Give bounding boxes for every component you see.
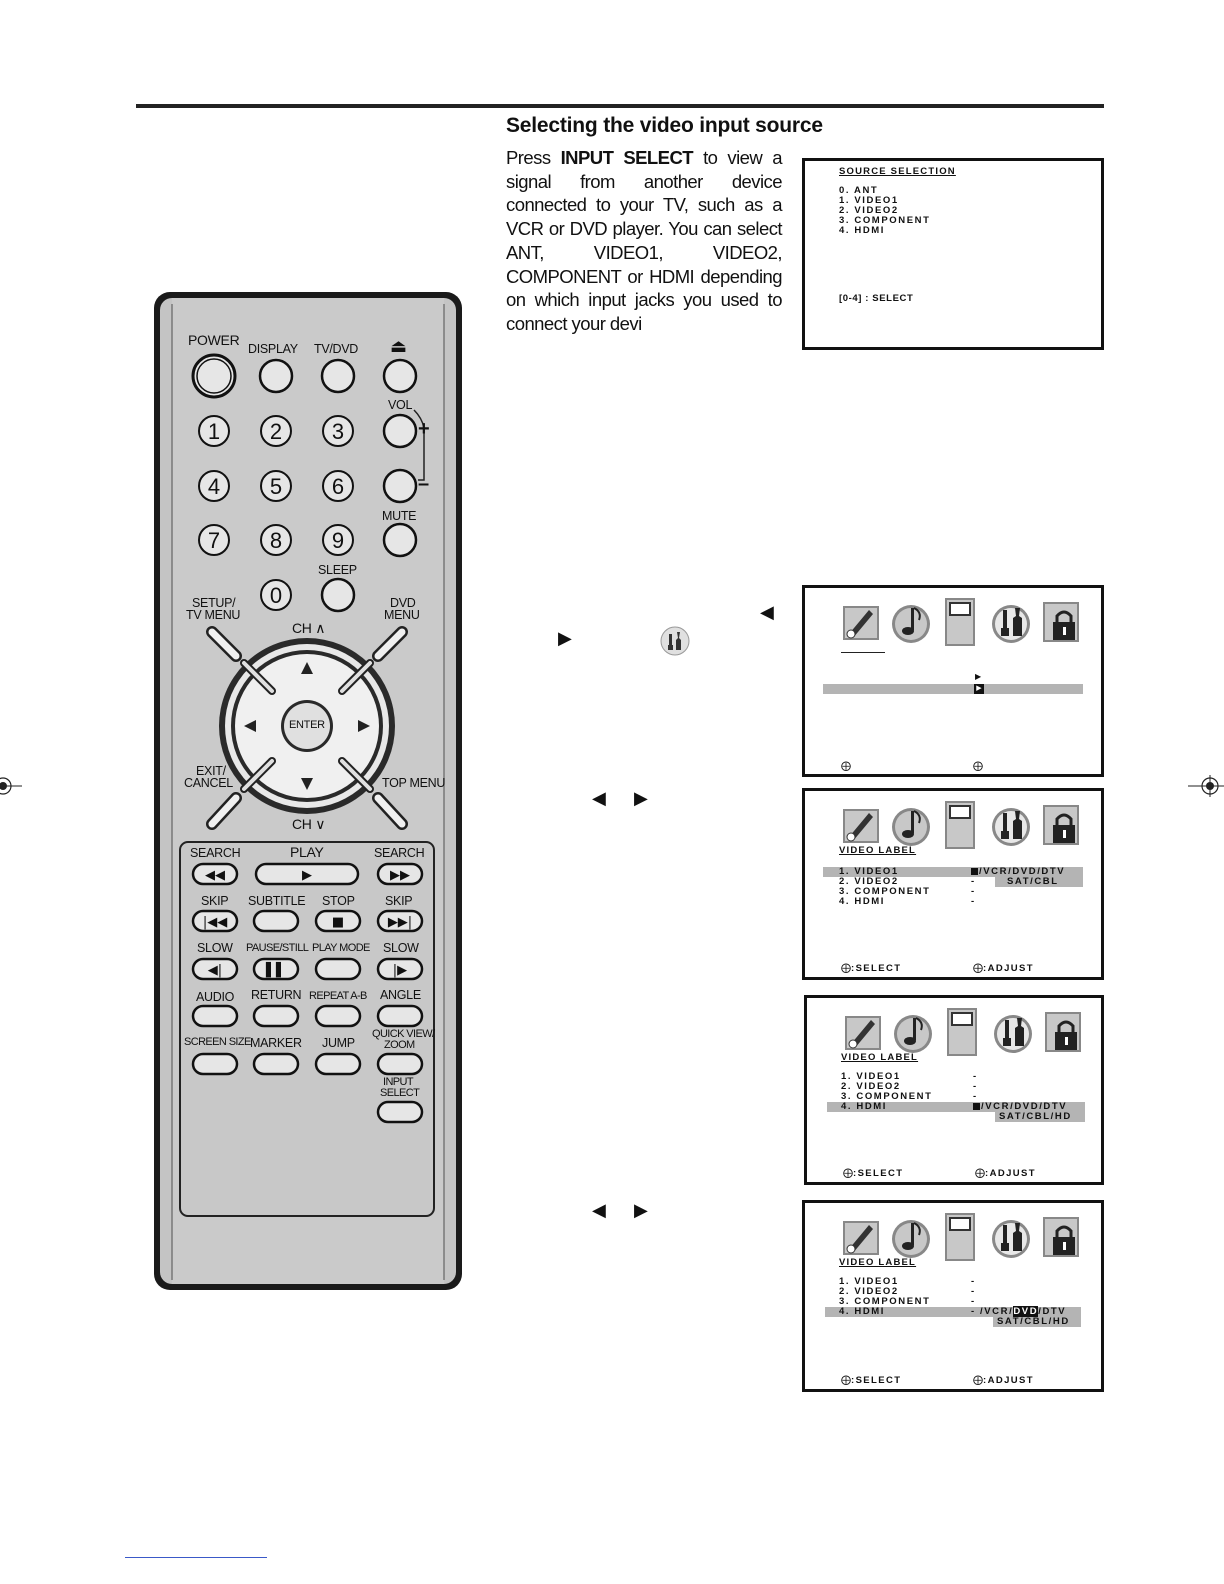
left-arrow-icon: ◀ xyxy=(592,788,606,808)
digit-0-button-label: 0 xyxy=(269,583,283,608)
play-button[interactable] xyxy=(256,864,358,884)
quickview-label: QUICK VIEW/ xyxy=(372,1028,435,1040)
registration-mark xyxy=(0,775,22,797)
slow-right-label: SLOW xyxy=(383,941,419,955)
mute-label: MUTE xyxy=(382,509,417,523)
setup-icon xyxy=(989,799,1033,851)
digit-7-button[interactable] xyxy=(199,525,229,555)
video-label-title: VIDEO LABEL xyxy=(841,1052,919,1063)
video-label-item: 1. VIDEO1 xyxy=(839,1276,899,1287)
lock-icon xyxy=(1039,596,1083,648)
play-label: PLAY xyxy=(290,844,324,860)
menu-icons xyxy=(839,596,1079,648)
return-button[interactable] xyxy=(254,1006,298,1026)
label-value-selected: DVD xyxy=(1013,1306,1039,1317)
bottom-rule xyxy=(125,1557,267,1558)
skip-right-label: SKIP xyxy=(385,894,413,908)
menu-label: MENU xyxy=(384,608,420,622)
channel-icon xyxy=(939,596,983,648)
ch-down-text: CH xyxy=(292,816,312,832)
cursor-icon xyxy=(971,868,978,875)
label-value: - xyxy=(971,886,976,897)
display-button[interactable] xyxy=(260,360,292,392)
display-label: DISPLAY xyxy=(248,342,298,356)
subtitle-button[interactable] xyxy=(254,911,298,931)
top-rule xyxy=(136,104,1104,108)
footer-select: :SELECT xyxy=(851,963,902,974)
slow-fwd-button-icon: |▶ xyxy=(392,963,408,978)
vol-up-button[interactable] xyxy=(384,415,416,447)
video-label-values xyxy=(971,1277,1070,1327)
digit-3-button-label: 3 xyxy=(331,419,345,444)
right-arrow-icon: ▶ xyxy=(975,672,982,681)
pause-button-icon: ▌▌ xyxy=(266,963,286,978)
digit-8-button-label: 8 xyxy=(269,528,283,553)
vol-minus-icon: – xyxy=(418,473,429,495)
value-spacer: - xyxy=(971,876,976,887)
select-key-icon: ⨁ xyxy=(841,1375,851,1386)
video-label-item: 2. VIDEO2 xyxy=(841,1081,901,1092)
source-item: 1. VIDEO1 xyxy=(839,195,899,206)
skip-left-label: SKIP xyxy=(201,894,229,908)
section-title: Selecting the video input source xyxy=(506,114,823,137)
video-label-item: 4. HDMI xyxy=(839,896,886,907)
screensize-button[interactable] xyxy=(193,1054,237,1074)
adjust-key-icon: ⨁ xyxy=(973,1375,983,1386)
digit-4-button-label: 4 xyxy=(207,474,221,499)
digit-8-button[interactable] xyxy=(261,525,291,555)
picture-icon xyxy=(841,1006,885,1058)
search-fwd-button-icon: ▶▶ xyxy=(390,868,410,883)
video-label-title: VIDEO LABEL xyxy=(839,845,917,856)
setup-menu-screen xyxy=(802,585,1104,777)
source-item: 4. HDMI xyxy=(839,225,886,236)
select-key-icon: ⨁ xyxy=(841,761,851,772)
video-label-screen-video1 xyxy=(802,788,1104,980)
digit-5-button-label: 5 xyxy=(269,474,283,499)
search-left-label: SEARCH xyxy=(190,846,241,860)
digit-3-button[interactable] xyxy=(323,416,353,446)
digit-1-button-label: 1 xyxy=(207,419,221,444)
audio-icon xyxy=(889,596,933,648)
label-value: - /VCR/ xyxy=(971,1306,1014,1317)
sleep-button[interactable] xyxy=(322,579,354,611)
cancel-label: CANCEL xyxy=(184,776,233,790)
video-label-item: 4. HDMI xyxy=(839,1306,886,1317)
marker-button[interactable] xyxy=(254,1054,298,1074)
picture-icon xyxy=(839,799,883,851)
video-label-item: 2. VIDEO2 xyxy=(839,1286,899,1297)
source-item: 2. VIDEO2 xyxy=(839,205,899,216)
video-label-screen-dvd xyxy=(802,1200,1104,1392)
tvdvd-label: TV/DVD xyxy=(314,342,359,356)
video-label-item: 2. VIDEO2 xyxy=(839,876,899,887)
left-arrow-icon: ◀ xyxy=(592,1200,606,1220)
source-item: 3. COMPONENT xyxy=(839,215,931,226)
digit-2-button-label: 2 xyxy=(269,419,283,444)
playmode-label: PLAY MODE xyxy=(312,942,370,954)
menu-icons xyxy=(841,1006,1081,1058)
vol-plus-icon: + xyxy=(418,418,430,440)
title-underline xyxy=(841,652,885,653)
select-key-icon: ⨁ xyxy=(843,1168,853,1179)
power-label: POWER xyxy=(188,332,240,348)
picture-icon xyxy=(839,1211,883,1263)
label-value: - xyxy=(973,1081,978,1092)
slow-fwd-button[interactable] xyxy=(378,959,422,979)
audio-label: AUDIO xyxy=(196,990,235,1004)
registration-mark xyxy=(1188,775,1224,797)
value-row xyxy=(971,877,1065,887)
slow-left-label: SLOW xyxy=(197,941,233,955)
screensize-label: SCREEN SIZE xyxy=(184,1036,251,1048)
exit-label: EXIT/ xyxy=(196,764,226,778)
adjust-key-icon: ⨁ xyxy=(975,1168,985,1179)
stop-button[interactable] xyxy=(316,911,360,931)
channel-icon xyxy=(941,1006,985,1058)
audio-icon xyxy=(889,1211,933,1263)
vol-label: VOL xyxy=(388,398,413,412)
repeat-button[interactable] xyxy=(316,1006,360,1026)
digit-5-button[interactable] xyxy=(261,471,291,501)
label-value: - xyxy=(971,1296,976,1307)
skip-back-button[interactable] xyxy=(193,911,237,931)
jump-label: JUMP xyxy=(322,1036,355,1050)
angle-label: ANGLE xyxy=(380,988,421,1002)
subtitle-label: SUBTITLE xyxy=(248,894,306,908)
search-right-label: SEARCH xyxy=(374,846,425,860)
video-label-item: 3. COMPONENT xyxy=(839,1296,931,1307)
ch-up-label: CH ∧ xyxy=(292,620,326,636)
video-label-item: 1. VIDEO1 xyxy=(841,1071,901,1082)
skip-back-button-icon: |◀◀ xyxy=(202,915,228,930)
sleep-label: SLEEP xyxy=(318,563,357,577)
vol-down-button[interactable] xyxy=(384,470,416,502)
audio-icon xyxy=(889,799,933,851)
video-label-list xyxy=(839,1277,931,1317)
right-arrow-icon: ▶ xyxy=(634,1200,648,1220)
channel-icon xyxy=(939,799,983,851)
audio-icon xyxy=(891,1006,935,1058)
highlight-bar xyxy=(823,684,1083,694)
intro-paragraph: Press INPUT SELECT to view a signal from another device connected to your TV, such as a VCR or DVD player. You can select ANT, VIDEO1, VIDEO2, COMPONENT or HDMI depending on which input jacks you used to connect your devi xyxy=(506,147,782,334)
slow-back-button-icon: ◀| xyxy=(207,963,223,978)
video-label-item: 3. COMPONENT xyxy=(841,1091,933,1102)
setup-icon xyxy=(989,596,1033,648)
adjust-key-icon: ⨁ xyxy=(973,963,983,974)
lock-icon xyxy=(1039,799,1083,851)
video-label-values xyxy=(971,867,1065,907)
mute-button[interactable] xyxy=(384,524,416,556)
digit-9-button-label: 9 xyxy=(331,528,345,553)
input-label: INPUT xyxy=(383,1076,414,1088)
repeat-label: REPEAT A-B xyxy=(309,990,367,1002)
video-label-title: VIDEO LABEL xyxy=(839,1257,917,1268)
digit-1-button[interactable] xyxy=(199,416,229,446)
label-value: - xyxy=(973,1071,978,1082)
video-label-item: 3. COMPONENT xyxy=(839,886,931,897)
ch-up-text: CH xyxy=(292,620,312,636)
footer-adjust: :ADJUST xyxy=(985,1168,1036,1179)
cursor-icon: ▶ xyxy=(974,684,984,694)
source-selection-screen xyxy=(802,158,1104,350)
digit-6-button[interactable] xyxy=(323,471,353,501)
label-value: - xyxy=(971,1286,976,1297)
footer-adjust: :ADJUST xyxy=(983,1375,1034,1386)
digit-0-button[interactable] xyxy=(261,580,291,610)
cursor-icon xyxy=(973,1103,980,1110)
marker-label: MARKER xyxy=(250,1036,302,1050)
jump-button[interactable] xyxy=(316,1054,360,1074)
return-label: RETURN xyxy=(251,988,302,1002)
video-label-screen-hdmi xyxy=(804,995,1104,1185)
digit-6-button-label: 6 xyxy=(331,474,345,499)
setup-icon xyxy=(991,1006,1035,1058)
input-select-button[interactable] xyxy=(378,1102,422,1122)
playmode-button[interactable] xyxy=(316,959,360,979)
picture-icon xyxy=(839,596,883,648)
zoom-label: ZOOM xyxy=(384,1039,415,1051)
video-label-list xyxy=(841,1072,933,1112)
label-value: /VCR/DVD/DTV xyxy=(981,1101,1068,1112)
skip-fwd-button[interactable] xyxy=(378,911,422,931)
right-arrow-icon: ▶ xyxy=(558,628,572,648)
video-label-values xyxy=(973,1072,1072,1122)
menu-icons xyxy=(839,799,1079,851)
label-value: SAT/CBL xyxy=(1007,876,1059,887)
left-arrow-icon: ◀ xyxy=(760,602,774,622)
lock-icon xyxy=(1041,1006,1085,1058)
video-label-item: 1. VIDEO1 xyxy=(839,866,899,877)
channel-icon xyxy=(939,1211,983,1263)
source-list xyxy=(839,186,931,236)
setup-icon xyxy=(989,1211,1033,1263)
footer-select: :SELECT xyxy=(853,1168,904,1179)
search-back-button-icon: ◀◀ xyxy=(205,868,225,883)
label-value: /VCR/DVD/DTV xyxy=(979,866,1066,877)
topmenu-label: TOP MENU xyxy=(382,776,446,790)
remote-control xyxy=(152,290,464,1292)
footer-adjust: :ADJUST xyxy=(983,963,1034,974)
label-value-line2: SAT/CBL/HD xyxy=(997,1316,1070,1327)
select-key-icon: ⨁ xyxy=(841,963,851,974)
angle-button[interactable] xyxy=(378,1006,422,1026)
digit-9-button[interactable] xyxy=(323,525,353,555)
stop-label: STOP xyxy=(322,894,355,908)
dvd-label: DVD xyxy=(390,596,416,610)
source-footer: [0-4] : SELECT xyxy=(839,293,914,304)
tvmenu-label: TV MENU xyxy=(186,608,241,622)
label-value: - xyxy=(971,896,976,907)
adjust-key-icon: ⨁ xyxy=(973,761,983,772)
label-value-line2: SAT/CBL/HD xyxy=(999,1111,1072,1122)
pause-label: PAUSE/STILL xyxy=(246,942,309,954)
digit-2-button[interactable] xyxy=(261,416,291,446)
label-value: - xyxy=(973,1091,978,1102)
source-item: 0. ANT xyxy=(839,185,879,196)
label-value: - xyxy=(971,1276,976,1287)
pause-button[interactable] xyxy=(254,959,298,979)
tvdvd-button[interactable] xyxy=(322,360,354,392)
audio-button[interactable] xyxy=(193,1006,237,1026)
label-value-after: /DTV xyxy=(1038,1306,1067,1317)
stop-button-icon: ■ xyxy=(331,915,345,930)
footer-select: :SELECT xyxy=(851,1375,902,1386)
setup-icon xyxy=(660,626,690,656)
video-label-list xyxy=(839,867,931,907)
lock-icon xyxy=(1039,1211,1083,1263)
digit-4-button[interactable] xyxy=(199,471,229,501)
quickview-button[interactable] xyxy=(378,1054,422,1074)
menu-icons xyxy=(839,1211,1079,1263)
search-back-button[interactable] xyxy=(193,864,237,884)
ch-down-label: CH ∨ xyxy=(292,816,326,832)
select-label: SELECT xyxy=(380,1087,420,1099)
eject-icon: ⏏ xyxy=(390,336,407,356)
power-button[interactable] xyxy=(193,355,235,397)
setup-label: SETUP/ xyxy=(192,596,236,610)
search-fwd-button[interactable] xyxy=(378,864,422,884)
right-arrow-icon: ▶ xyxy=(634,788,648,808)
play-button-icon: ▶ xyxy=(302,868,312,883)
skip-fwd-button-icon: ▶▶| xyxy=(387,915,413,930)
eject-button[interactable] xyxy=(384,360,416,392)
source-selection-title: SOURCE SELECTION xyxy=(839,166,956,177)
slow-back-button[interactable] xyxy=(193,959,237,979)
video-label-item: 4. HDMI xyxy=(841,1101,888,1112)
enter-label: ENTER xyxy=(289,719,325,731)
digit-7-button-label: 7 xyxy=(207,528,221,553)
